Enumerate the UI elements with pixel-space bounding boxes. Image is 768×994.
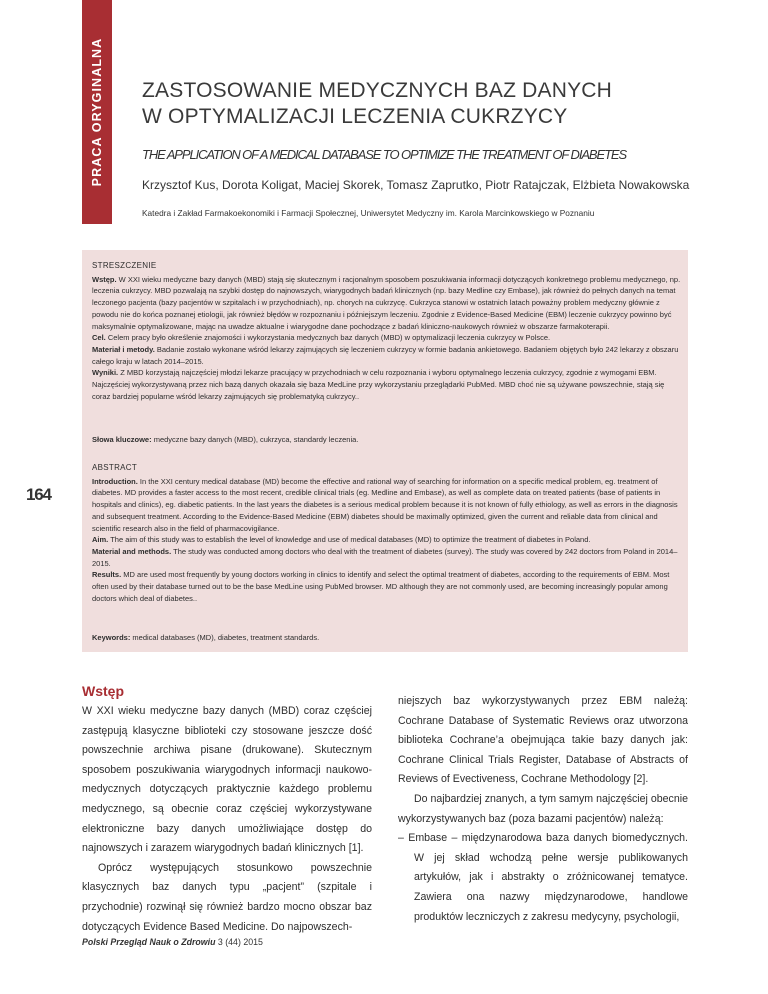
english-results: Results. MD are used most frequently by young doctors working in clinics to identify and select the optimal treatment of diabetes, according to the requirements of EBM. Most often used by their database turned out to be the base MedLine using PubMed browser. MD although they are not commonly used, are becoming increasingly popular among doctors which deal of diabetes..: [92, 570, 670, 603]
polish-results: Wyniki. Z MBD korzystają najczęściej młodzi lekarze pracujący w przychodniach w celu rozpoznania i wyboru optymalnego leczenia cukrzycy, zgodnie z wymogami EBM. Najczęściej wykorzystywaną przez nich bazą danych okazała się baza MedLine przy wykorzystaniu przeglądarki PubMed. MBD choć nie są używane powszechnie, stają się coraz bardziej popularne wśród lekarzy zajmujących się problematyką cukrzycy..: [92, 368, 665, 401]
polish-intro: Wstęp. W XXI wieku medyczne bazy danych (MBD) stają się skutecznym i racjonalnym sposobem poszukiwania informacji dotyczących konkretnego problemu medycznego, np. leczenia cukrzycy. MBD pozwalają na szybki dostęp do najnowszych, wiarygodnych badań klinicznych (np. bazy Medline czy Embase), jak również do pełnych danych na temat leczonego pacjenta (bazy pacjentów w szpitalach i w przychodniach), np. chorych na cukrzycę. Cukrzyca stanowi w ostatnich latach poważny problem medyczny głównie z powodu nie do końca poznanej etiologii, jak również błędów w rozpoznaniu i późniejszym leczeniu. Zgodnie z Evidence-Based Medicine (EBM) leczenie cukrzycy powinno być maksymalnie optymalizowane, mając na uwadze aktualne i wiarygodne dane pochodzące z badań kliniczno-naukowych również w obszarze farmakoterapii.: [92, 274, 681, 331]
title-line-2: W OPTYMALIZACJI LECZENIA CUKRZYCY: [142, 105, 568, 128]
english-intro: Introduction. In the XXI century medical database (MD) become the effective and rational way of searching for information on a specific medical problem, eg. treatment of diabetes. MD provides a faster access to the most recent, credible clinical trials (eg. Medline and Embase), as well as complete data on treated patients (base of patients in hospitals and clinics), eg. diabetic patients. In the last years the diabetes is a serious medical problem because it is not known of fully ethiology, as well as errors in the diagnosis and subsequent treatment. According to the Evidence-Based Medicine (EBM) diabetes should be maximally optimized, given the current and reliable data from clinical and scientific research also in the field of pharmacovigilance.: [92, 476, 678, 533]
page-number: 164: [26, 485, 51, 504]
english-methods: Material and methods. The study was conducted among doctors who deal with the treatment of diabetes (survey). The study was covered by 242 doctors from Poland in 2014–2015.: [92, 546, 678, 568]
english-keywords: Keywords: medical databases (MD), diabetes, treatment standards.: [92, 633, 320, 642]
english-title: THE APPLICATION OF A MEDICAL DATABASE TO OPTIMIZE THE TREATMENT OF DIABETES: [142, 147, 627, 162]
affiliation: Katedra i Zakład Farmakoekonomiki i Farmacji Społecznej, Uniwersytet Medyczny im. Karola Marcinkowskiego w Poznaniu: [142, 208, 595, 218]
polish-methods: Materiał i metody. Badanie zostało wykonane wśród lekarzy zajmujących się leczeniem cukrzycy w formie badania ankietowego. Badaniem objętych było 242 lekarzy z obszaru całego kraju w latach 2014–2015.: [92, 344, 679, 366]
english-abstract-heading: ABSTRACT: [92, 463, 138, 472]
body-paragraph: Do najbardziej znanych, a tym samym najczęściej obecnie wykorzystywanych baz (poza bazami pacjentów) należą:: [398, 792, 688, 825]
body-left-column: [82, 680, 372, 937]
body-paragraph: Oprócz występujących stosunkowo powszechnie klasycznych baz danych typu „pacjent” (szpitale i przychodnie) rozwinął się również bardzo mocno obszar baz dotyczących Evidence Based Medicine. Do najpowszech-: [82, 861, 372, 933]
list-item: – Embase – międzynarodowa baza danych biomedycznych. W jej skład wchodzą pełne wersje publikowanych artykułów, jak i abstrakty o zróżnicowanej tematyce. Zawiera ona nazwy międzynarodowe, handlowe produktów leczniczych z zakresu medycyny, psychologii,: [398, 832, 688, 923]
authors: Krzysztof Kus, Dorota Koligat, Maciej Skorek, Tomasz Zaprutko, Piotr Ratajczak, Elżbieta Nowakowska: [142, 178, 690, 192]
body-paragraph: niejszych baz wykorzystywanych przez EBM należą: Cochrane Database of Systematic Reviews oraz utworzona biblioteka Cochrane’a obejmująca takie bazy danych jak: Cochrane Clinical Trials Register, Database of Abstracts of Reviews of Evectiveness, Cochrane Methodology [2].: [398, 695, 688, 786]
english-aim: Aim. The aim of this study was to establish the level of knowledge and use of medical databases (MD) to optimize the treatment of diabetes in Poland.: [92, 535, 591, 545]
polish-abstract: [92, 260, 682, 402]
journal-issue: 3 (44) 2015: [215, 937, 263, 947]
section-heading: Wstęp: [82, 683, 124, 699]
polish-aim: Cel. Celem pracy było określenie znajomości i wykorzystania medycznych baz danych (MBD) w optymalizacji leczenia cukrzycy w Polsce.: [92, 333, 551, 343]
polish-keywords: Słowa kluczowe: medyczne bazy danych (MBD), cukrzyca, standardy leczenia.: [92, 435, 359, 444]
polish-abstract-heading: STRESZCZENIE: [92, 261, 157, 270]
journal-footer: [82, 937, 482, 947]
journal-name: Polski Przegląd Nauk o Zdrowiu: [82, 937, 216, 947]
section-tab-label: PRACA ORYGINALNA: [90, 37, 104, 187]
english-abstract: [92, 462, 682, 604]
article-title: [142, 78, 702, 130]
title-line-1: ZASTOSOWANIE MEDYCZNYCH BAZ DANYCH: [142, 79, 613, 102]
body-right-column: [398, 692, 688, 927]
body-paragraph: W XXI wieku medyczne bazy danych (MBD) coraz częściej zastępują klasyczne biblioteki czy stosowane jeszcze dość powszechnie archiwa pisane (drukowane). Skutecznym sposobem poszukiwania wiarygodnych informacji naukowo-medycznych dotyczących praktycznie każdego problemu medycznego, są obecnie coraz częściej wykorzystywane elektroniczne bazy danych umożliwiające dostęp do najnowszych i zarazem wiarygodnych badań klinicznych [1].: [82, 705, 372, 855]
